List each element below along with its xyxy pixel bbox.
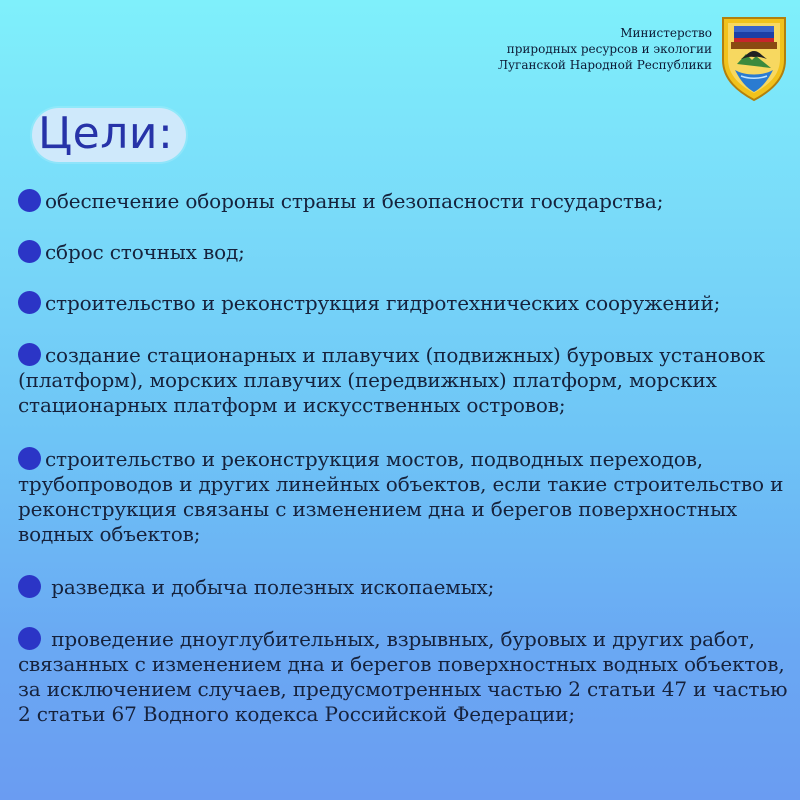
goal-text: создание стационарных и плавучих (подвижных) буровых установок (платформ), морских плавучих (передвижных) платформ, морских стационарных платформ и искусственных островов;	[18, 343, 765, 417]
bullet-dot-icon	[18, 627, 41, 650]
bullet-dot-icon	[18, 240, 41, 263]
bullet-dot-icon	[18, 575, 41, 598]
ministry-name-line-2: природных ресурсов и экологии	[506, 42, 712, 56]
list-item	[18, 189, 788, 214]
bullet-dot-icon	[18, 447, 41, 470]
goal-text: строительство и реконструкция мостов, подводных переходов, трубопроводов и других линейных объектов, если такие строительство и реконструкция связаны с изменением дна и берегов поверхностных водных объектов;	[18, 447, 784, 546]
goal-text: сброс сточных вод;	[45, 240, 245, 264]
goal-text: строительство и реконструкция гидротехнических сооружений;	[45, 291, 721, 315]
list-item	[18, 447, 788, 547]
ministry-emblem-icon	[719, 12, 789, 102]
goal-text: обеспечение обороны страны и безопасности государства;	[45, 189, 664, 213]
goal-text: проведение дноуглубительных, взрывных, буровых и других работ, связанных с изменением дна и берегов поверхностных водных объектов, за исключением случаев, предусмотренных частью 2 статьи 47 и частью 2 статьи 67 Водного кодекса Российской Федерации;	[18, 627, 788, 726]
ministry-name-line-3: Луганской Народной Республики	[497, 58, 712, 72]
list-item	[18, 575, 788, 600]
bullet-dot-icon	[18, 189, 41, 212]
list-item	[18, 627, 788, 727]
ministry-name	[498, 25, 712, 73]
ministry-name-line-1: Министерство	[620, 26, 712, 40]
list-item	[18, 291, 788, 316]
list-item	[18, 343, 788, 418]
bullet-dot-icon	[18, 343, 41, 366]
page-title: Цели:	[38, 108, 174, 159]
bullet-dot-icon	[18, 291, 41, 314]
list-item	[18, 240, 788, 265]
goal-text: разведка и добыча полезных ископаемых;	[45, 575, 495, 599]
